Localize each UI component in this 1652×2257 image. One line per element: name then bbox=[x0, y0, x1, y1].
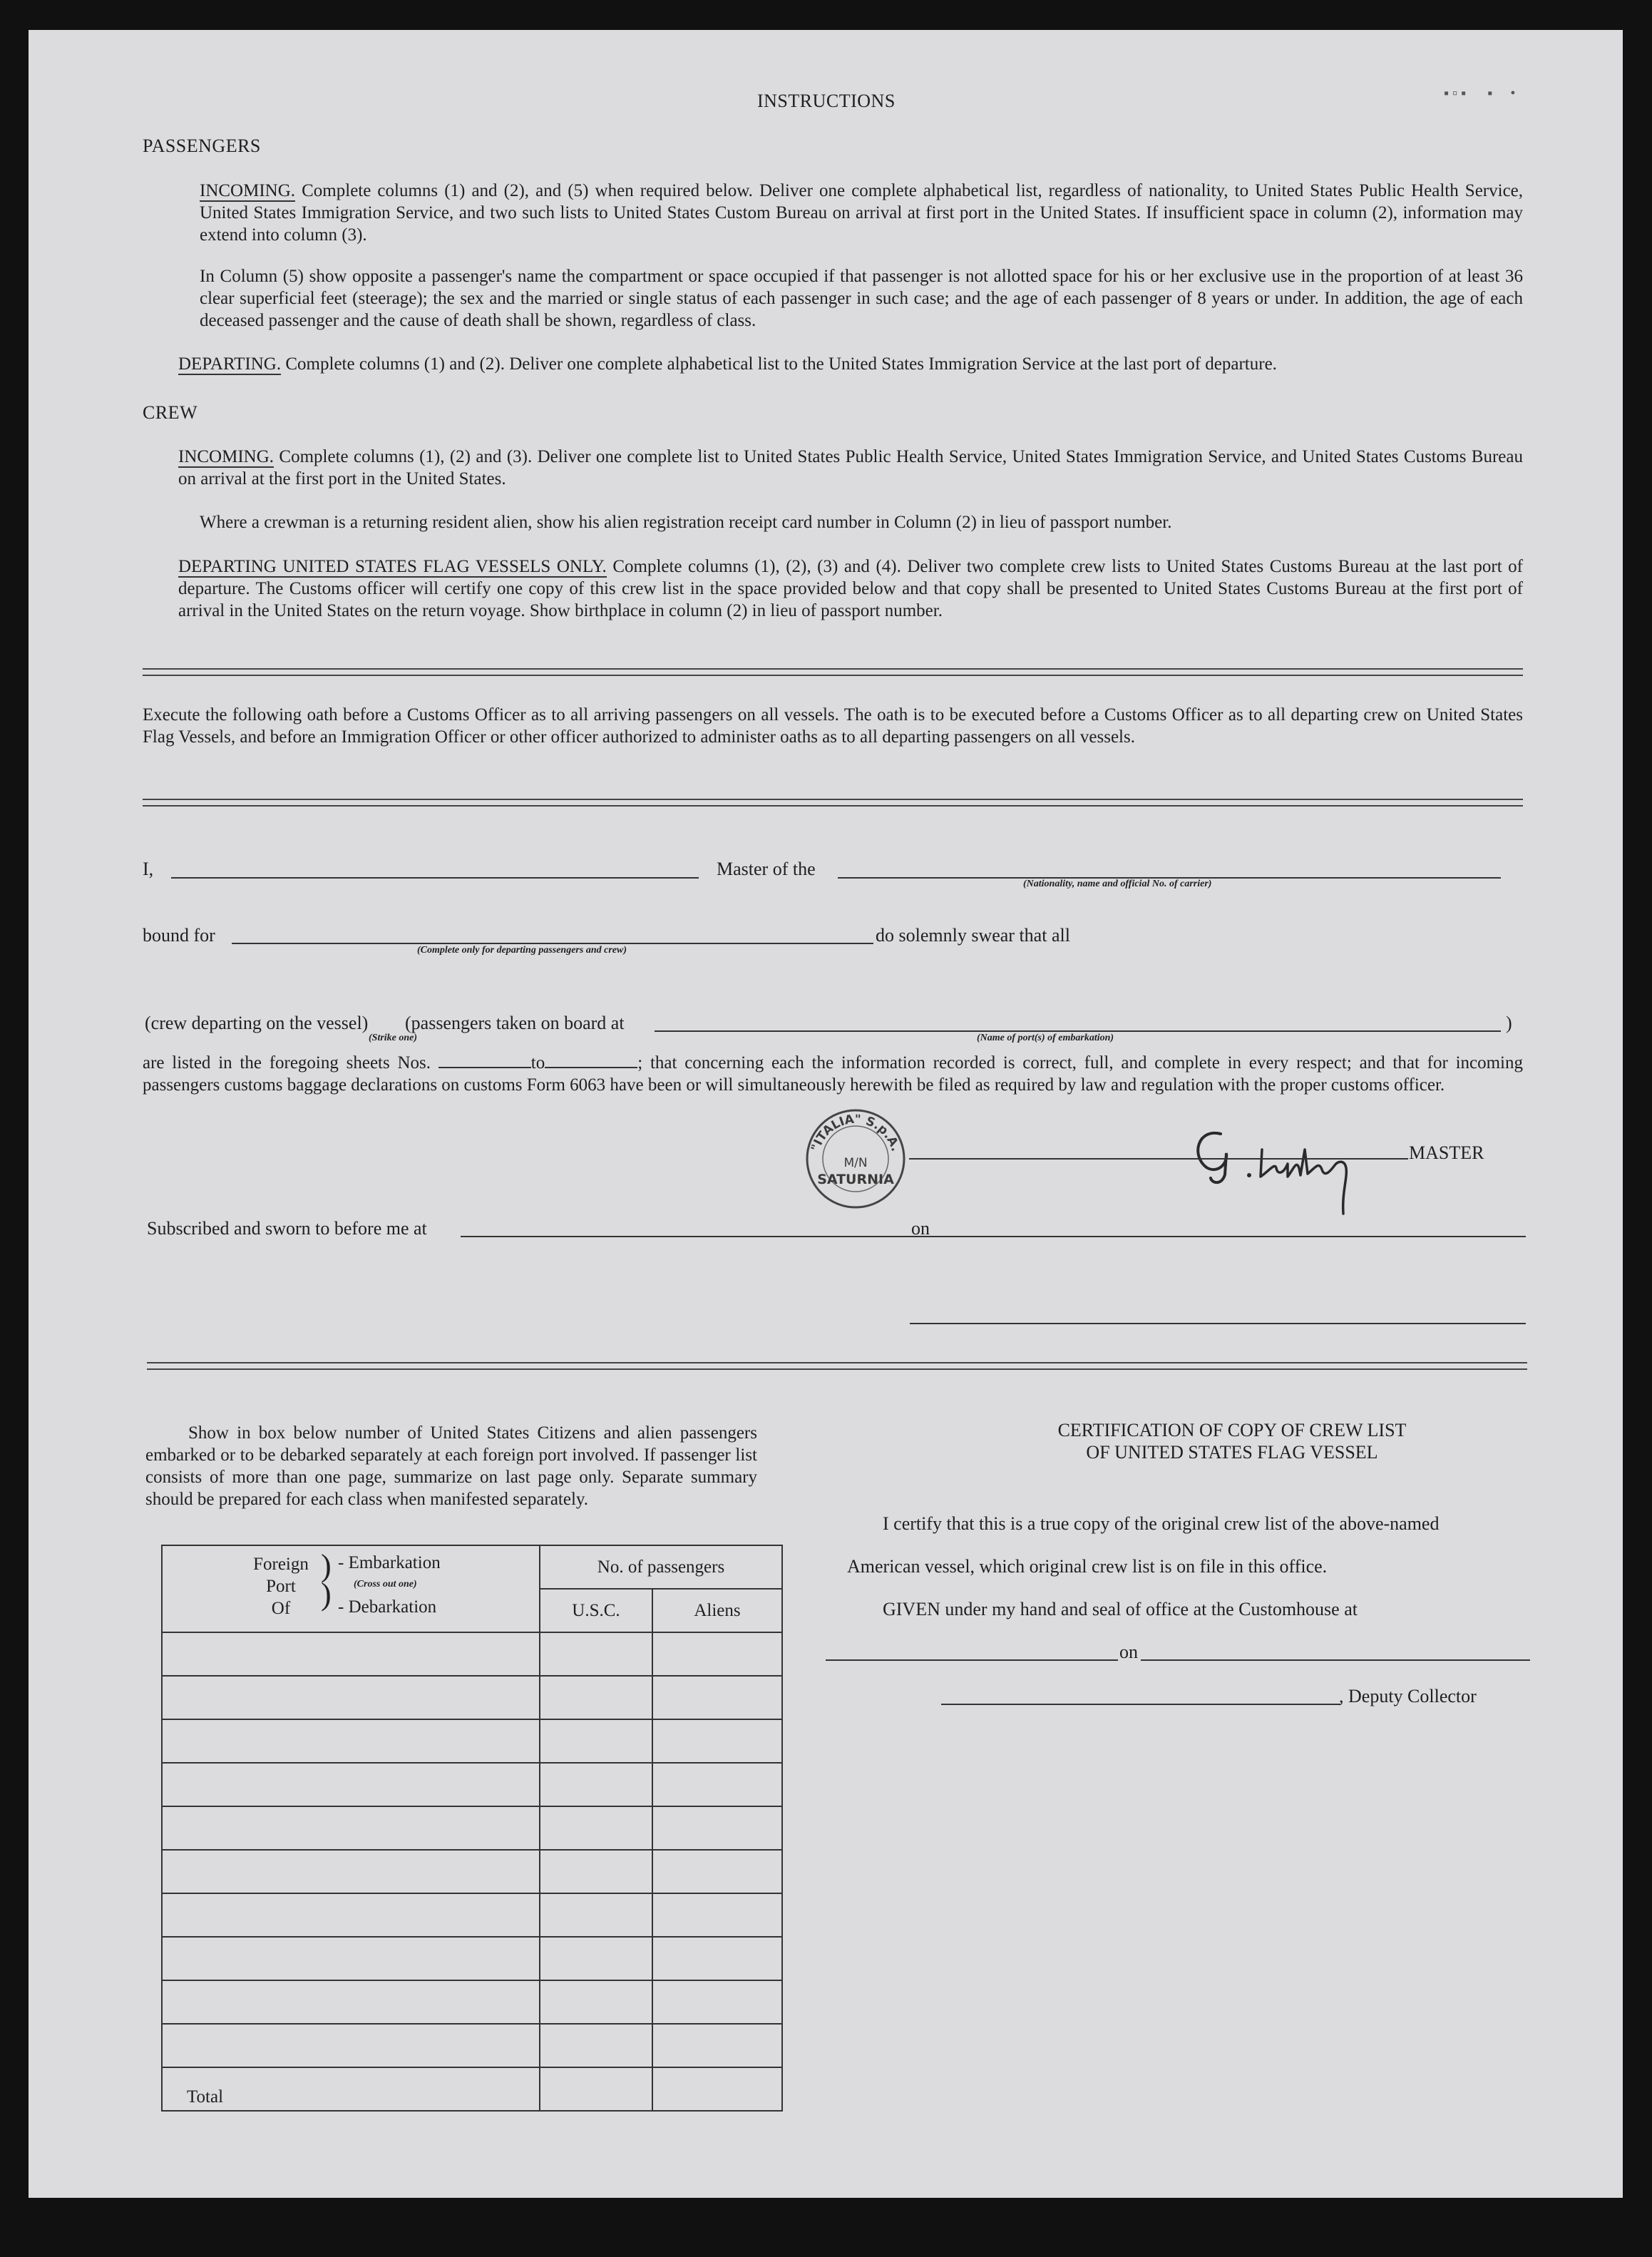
signature-scribble-icon bbox=[1169, 1100, 1405, 1228]
stamp-seal-icon bbox=[802, 1105, 909, 1212]
incoming-text: Complete columns (1) and (2), and (5) when required below. Deliver one complete alphabetical list, regardless of nationality, to United States Public Health Service, United States Immigration Service, and two such lists to United States Custom Bureau on arrival at first port in the United States. If insufficient space in column (2), information may extend into column (3). bbox=[200, 181, 1524, 245]
master-of-label: Master of the bbox=[717, 859, 816, 879]
foreign-label: Foreign bbox=[253, 1555, 309, 1574]
sheet-to-field[interactable] bbox=[545, 1053, 637, 1068]
crew-heading: CREW bbox=[143, 402, 198, 423]
certification-date-field[interactable] bbox=[1141, 1659, 1530, 1661]
aliens-cell[interactable] bbox=[652, 1632, 782, 1676]
certify-line-1: I certify that this is a true copy of the original crew list of the above-named bbox=[883, 1513, 1440, 1534]
usc-cell[interactable] bbox=[540, 1719, 652, 1763]
summary-instructions: Show in box below number of United States Citizens and alien passengers embarked or to be debarked separately at each foreign port involved. If passenger list consists of more than one page, summarize on last page only. Separate summary should be prepared for each class when manifested separately. bbox=[145, 1423, 757, 1509]
certify-line-2: American vessel, which original crew list is on file in this office. bbox=[847, 1556, 1328, 1577]
stamp-top-text: "ITALIA" S.p.A. bbox=[809, 1112, 903, 1154]
divider-2 bbox=[143, 799, 1523, 807]
crewman-paragraph: Where a crewman is a returning resident alien, show his alien registration receipt card number in Column (2) in lieu of passport number. bbox=[200, 513, 1172, 532]
port-cell[interactable] bbox=[162, 1719, 540, 1763]
table-row bbox=[162, 1980, 782, 2024]
aliens-cell[interactable] bbox=[652, 1937, 782, 1980]
usc-cell[interactable] bbox=[540, 1893, 652, 1937]
usc-total-cell[interactable] bbox=[540, 2067, 652, 2111]
usc-cell[interactable] bbox=[540, 1850, 652, 1893]
column5-paragraph: In Column (5) show opposite a passenger's name the compartment or space occupied if that passenger is not allotted space for his or her exclusive use in the proportion of at least 36 clear superficial feet (steerage); the sex and the married or single status of each passenger in such case; and the age of each passenger of 8 years or under. In addition, the age of each deceased passenger and the cause of death shall be shown, regardless of class. bbox=[200, 267, 1523, 330]
deputy-collector-signature-field[interactable] bbox=[941, 1704, 1340, 1705]
table-row bbox=[162, 1937, 782, 1980]
passengers-departing-paragraph bbox=[178, 353, 1523, 375]
embarkation-ports-field[interactable] bbox=[655, 1030, 1501, 1032]
usc-cell[interactable] bbox=[540, 1763, 652, 1806]
debarkation-label[interactable]: - Debarkation bbox=[338, 1597, 437, 1617]
table-row bbox=[162, 1763, 782, 1806]
incoming-label: INCOMING. bbox=[200, 181, 296, 200]
usc-cell[interactable] bbox=[540, 1937, 652, 1980]
given-line: GIVEN under my hand and seal of office at the Customhouse at bbox=[883, 1599, 1358, 1619]
departing-text: Complete columns (1) and (2). Deliver one complete alphabetical list to the United States Immigration Service at the last port of departure. bbox=[285, 354, 1277, 374]
strike-caption: (Strike one) bbox=[369, 1033, 418, 1043]
certification-title bbox=[876, 1419, 1589, 1463]
complete-caption: (Complete only for departing passengers and crew) bbox=[417, 945, 627, 956]
usc-cell[interactable] bbox=[540, 1980, 652, 2024]
instructions-title: INSTRUCTIONS bbox=[757, 91, 896, 111]
sheet-from-field[interactable] bbox=[438, 1053, 531, 1068]
form-page bbox=[29, 30, 1623, 2198]
aliens-cell[interactable] bbox=[652, 1893, 782, 1937]
i-label: I, bbox=[143, 859, 154, 879]
crew-incoming-paragraph bbox=[178, 446, 1523, 490]
passengers-heading: PASSENGERS bbox=[143, 135, 261, 156]
ports-caption: (Name of port(s) of embarkation) bbox=[977, 1033, 1114, 1043]
subscribed-place-field[interactable] bbox=[461, 1236, 935, 1237]
port-cell[interactable] bbox=[162, 1850, 540, 1893]
usc-cell[interactable] bbox=[540, 1632, 652, 1676]
port-cell[interactable] bbox=[162, 1632, 540, 1676]
scan-marks: ▪ ▫ ▪ ▪ • bbox=[1444, 86, 1516, 101]
usc-header: U.S.C. bbox=[540, 1589, 652, 1632]
port-cell[interactable] bbox=[162, 1980, 540, 2024]
customhouse-field[interactable] bbox=[826, 1659, 1118, 1661]
aliens-cell[interactable] bbox=[652, 1850, 782, 1893]
port-cell[interactable] bbox=[162, 1893, 540, 1937]
certification-title-line-1: CERTIFICATION OF COPY OF CREW LIST bbox=[1057, 1420, 1407, 1440]
certification-title-line-2: OF UNITED STATES FLAG VESSEL bbox=[1086, 1442, 1378, 1463]
deputy-collector-label: , Deputy Collector bbox=[1339, 1686, 1477, 1706]
aliens-cell[interactable] bbox=[652, 1806, 782, 1850]
subscribed-date-field[interactable] bbox=[931, 1236, 1526, 1237]
stamp-bottom-text: SATURNIA bbox=[817, 1172, 894, 1187]
foreign-port-header bbox=[162, 1545, 540, 1632]
of-label: Of bbox=[271, 1599, 291, 1618]
aliens-cell[interactable] bbox=[652, 1980, 782, 2024]
crew-incoming-label: INCOMING. bbox=[178, 447, 275, 466]
table-row bbox=[162, 2024, 782, 2067]
aliens-total-cell[interactable] bbox=[652, 2067, 782, 2111]
aliens-cell[interactable] bbox=[652, 1719, 782, 1763]
brace-bottom-icon: ) bbox=[321, 1577, 332, 1612]
swear-label: do solemnly swear that all bbox=[876, 925, 1070, 946]
subscribed-on-label: on bbox=[911, 1218, 930, 1239]
cross-out-caption: (Cross out one) bbox=[354, 1579, 417, 1590]
aliens-header: Aliens bbox=[652, 1589, 782, 1632]
aliens-cell[interactable] bbox=[652, 1763, 782, 1806]
svg-text:"ITALIA" S.p.A. bbox=[809, 1112, 903, 1153]
officer-signature-field[interactable] bbox=[910, 1323, 1526, 1324]
aliens-cell[interactable] bbox=[652, 1676, 782, 1719]
brace-top-icon: ) bbox=[321, 1548, 332, 1583]
crew-departing-paragraph bbox=[178, 556, 1523, 622]
bound-for-field[interactable] bbox=[232, 943, 873, 944]
table-row bbox=[162, 1676, 782, 1719]
vessel-stamp bbox=[802, 1105, 909, 1212]
certification-on-label: on bbox=[1119, 1642, 1138, 1662]
usc-cell[interactable] bbox=[540, 2024, 652, 2067]
port-cell[interactable] bbox=[162, 1806, 540, 1850]
usc-cell[interactable] bbox=[540, 1676, 652, 1719]
foreign-port-of-label bbox=[245, 1553, 317, 1619]
crew-departing-option[interactable]: (crew departing on the vessel) bbox=[145, 1013, 369, 1033]
listed-text: ; that concerning each the information recorded is correct, full, and complete in every respect; and that for incoming passengers customs baggage declarations on customs Form 6063 have been or will simultaneously herewith be filed as required by law and regulation with the proper customs officer. bbox=[143, 1053, 1523, 1095]
port-cell[interactable] bbox=[162, 1763, 540, 1806]
usc-cell[interactable] bbox=[540, 1806, 652, 1850]
passengers-taken-option[interactable]: (passengers taken on board at bbox=[405, 1013, 625, 1033]
stamp-mid-text: M/N bbox=[843, 1156, 868, 1170]
aliens-cell[interactable] bbox=[652, 2024, 782, 2067]
bound-for-label: bound for bbox=[143, 925, 215, 946]
table-row bbox=[162, 1632, 782, 1676]
passenger-summary-table bbox=[161, 1545, 783, 2112]
oath-intro: Execute the following oath before a Customs Officer as to all arriving passengers on all vessels. The oath is to be executed before a Customs Officer as to all departing crew on United States Flag Vessels, and before an Immigration Officer or other officer authorized to administer oaths as to all departing passengers on all vessels. bbox=[143, 705, 1523, 747]
master-signature bbox=[1169, 1100, 1405, 1228]
table-row bbox=[162, 1893, 782, 1937]
close-paren: ) bbox=[1506, 1013, 1512, 1033]
master-name-field[interactable] bbox=[171, 877, 699, 879]
passengers-incoming-paragraph bbox=[200, 180, 1523, 246]
summary-header-row-1 bbox=[162, 1545, 782, 1589]
departing-label: DEPARTING. bbox=[178, 354, 282, 374]
total-label: Total bbox=[162, 2067, 540, 2111]
total-row bbox=[162, 2067, 782, 2111]
listed-prefix: are listed in the foregoing sheets Nos. bbox=[143, 1053, 431, 1073]
nationality-caption: (Nationality, name and official No. of carrier) bbox=[1023, 879, 1212, 889]
crew-incoming-text: Complete columns (1), (2) and (3). Deliver one complete list to United States Public Health Service, United States Immigration Service, and United States Customs Bureau on arrival at the first port in the United States. bbox=[178, 447, 1523, 488]
table-row bbox=[162, 1719, 782, 1763]
embarkation-label[interactable]: - Embarkation bbox=[338, 1553, 441, 1572]
port-label: Port bbox=[266, 1577, 296, 1596]
port-cell[interactable] bbox=[162, 1676, 540, 1719]
table-row bbox=[162, 1850, 782, 1893]
crew-departing-label: DEPARTING UNITED STATES FLAG VESSELS ONLY. bbox=[178, 557, 607, 576]
subscribed-label: Subscribed and sworn to before me at bbox=[147, 1218, 427, 1239]
to-word: to bbox=[530, 1053, 545, 1073]
port-cell[interactable] bbox=[162, 1937, 540, 1980]
master-signature-line[interactable] bbox=[909, 1158, 1408, 1160]
table-row bbox=[162, 1806, 782, 1850]
crew-departing-text: Complete columns (1), (2), (3) and (4). Deliver two complete crew lists to United States Customs Bureau at the last port of departure. The Customs officer will certify one copy of this crew list in the space provided below and that copy shall be presented to United States Customs Bureau at the first port of arrival in the United States on the return voyage. Show birthplace in column (2) in lieu of passport number. bbox=[178, 557, 1523, 620]
divider-3 bbox=[147, 1362, 1527, 1370]
no-passengers-header: No. of passengers bbox=[540, 1545, 782, 1589]
listed-paragraph bbox=[143, 1052, 1523, 1096]
port-cell[interactable] bbox=[162, 2024, 540, 2067]
master-label: MASTER bbox=[1409, 1142, 1484, 1163]
divider-1 bbox=[143, 668, 1523, 676]
